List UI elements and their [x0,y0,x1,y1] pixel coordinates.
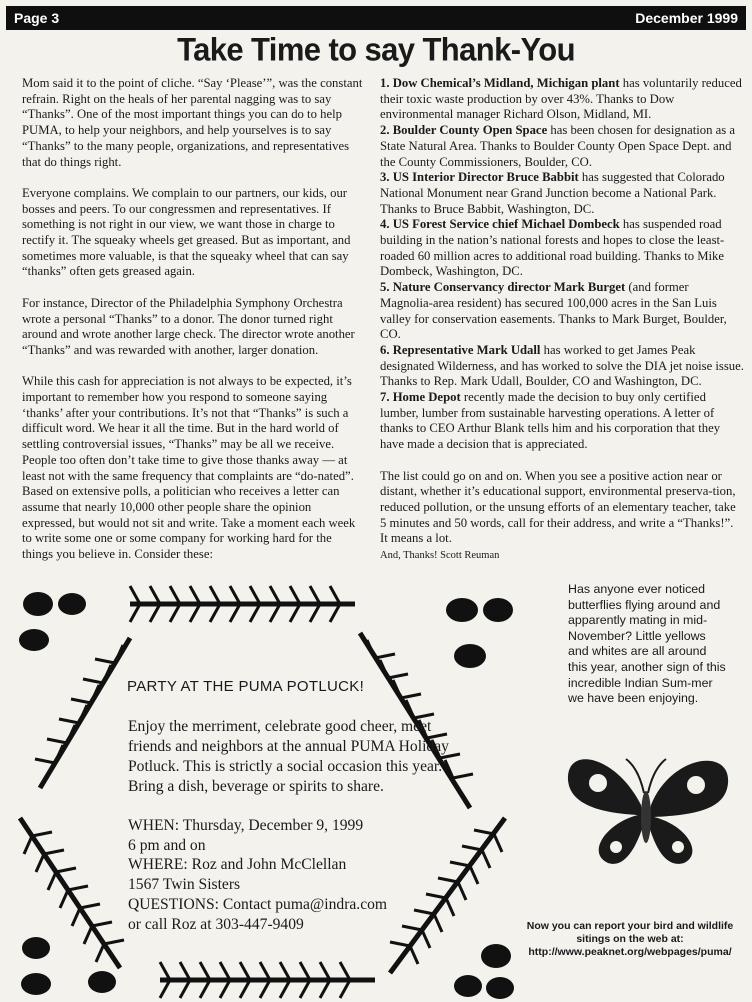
closing-paragraph: The list could go on and on. When you see a positive action near or distant, whether it’s educational support, environmental preserva-tion, reduced pollution, or the unsung efforts of an elementary teacher, take 5 minutes and 50 words, call for their address, and write a “Thanks!”. It means a lot. [380,468,736,546]
thanks-item: 2. Boulder County Open Space has been chosen for designation as a State Natural Area. Thanks to Boulder County Open Space Dept. and the County Commissioners, Boulder, CO. [380,123,735,169]
butterfly-icon [568,759,728,864]
party-description: Enjoy the merriment, celebrate good cheer, meet friends and neighbors at the annual PUMA Holiday Potluck. This is strictly a social occasion this year. Bring a dish, beverage or spirits to share. [128,718,449,795]
butterfly-illustration [546,735,746,875]
party-details [128,816,428,934]
article-title: Take Time to say Thank-You [177,30,575,69]
party-when: WHEN: Thursday, December 9, 1999 [128,817,364,834]
paragraph: Everyone complains. We complain to our partners, our kids, our bosses and peers. To our congressmen and representatives. If something is not right in our view, we want those in charge to rectify it. The squeaky wheels get greased. But as important, and sometimes more valuable, is that the squeaky wheel that can say “thanks” often gets greased again. [22,185,351,279]
paragraph: While this cash for appreciation is not always to be expected, it’s important to remember how you respond to someone saying ‘thanks’ after your contributions. It’s not that “Thanks” is such a difficult word. We hear it all the time. But in the hard world of settling controversial issues, “Thanks” may be all we receive. People too often don’t take time to give those thanks away — at least not with the same frequency that complaints are “do-nated”. Based on extensive polls, a politician who receives a letter can assume that nearly 10,000 other people share the opinion expressed, but would not sit and write. Take a moment each week to write some one or some company for working hard for the things you believe in. Consider these: [22,374,356,562]
page-header-bar [6,6,746,30]
thanks-item: 1. Dow Chemical’s Midland, Michigan plant has voluntarily reduced their toxic waste production by over 43%. Thanks to Dow environmental manager Richard Olson, Midland, MI. [380,76,742,122]
thanks-item: 3. US Interior Director Bruce Babbit has suggested that Colorado National Monument near Grand Junction become a National Park. Thanks to Bruce Babbit, Washington, DC. [380,170,725,216]
thanks-item: 7. Home Depot recently made the decision to buy only certified lumber, lumber from sustainable harvesting operations. A letter of thanks to CEO Arthur Blank tells him and his corporation that they have made a decision that is appreciated. [380,390,721,452]
party-address: 1567 Twin Sisters [128,876,241,894]
right-column [380,76,744,564]
issue-date: December 1999 [635,10,738,26]
thanks-item: 6. Representative Mark Udall has worked to get James Peak designated Wilderness, and has worked to solve the DIA jet noise issue. Thanks to Rep. Mark Udall, Boulder, CO and Washington, DC. [380,342,744,389]
party-title: PARTY AT THE PUMA POTLUCK! [127,678,365,695]
party-phone: or call Roz at 303-447-9409 [128,915,304,933]
butterfly-note: Has anyone ever noticed butterflies flying around and apparently mating in mid-November? Little yellows and whites are all around this year, another sign of this incredible Indian Sum-mer we have been enjoying. [568,582,726,706]
left-column [22,76,365,578]
party-where: WHERE: Roz and John McClellan [128,856,347,874]
thanks-item: 4. US Forest Service chief Michael Dombeck has suspended road building in the nation’s national forests and hopes to close the least-roaded 60 million acres to additional road building. Thanks to Mike Dombeck, Washington, DC. [380,217,725,279]
thanks-item: 5. Nature Conservancy director Mark Burget (and former Magnolia-area resident) has secured 100,000 acres in the San Luis valley for conservation easements. Thanks to Mark Burget, Boulder, CO. [380,280,727,342]
page-number: Page 3 [14,10,60,26]
wildlife-report-url: http://www.peaknet.org/webpages/puma/ [528,945,732,958]
party-contact: QUESTIONS: Contact puma@indra.com [128,895,388,913]
party-time: 6 pm and on [128,836,206,854]
paragraph: Mom said it to the point of cliche. “Say ‘Please’”, was the constant refrain. Right on the heals of her parental nagging was to say “Thanks”. One of the most important things you can do to help PUMA, to help your neighbors, and help yourselves is to say “Thanks” to the many people, organizations, and representatives that do things right. [22,76,363,169]
paragraph: For instance, Director of the Philadelphia Symphony Orchestra wrote a personal “Thanks” to a donor. The donor turned right around and wrote another large check. The director wrote another “Thanks” and was rewarded with another, larger donation. [22,295,355,357]
signature: And, Thanks! Scott Reuman [380,550,500,562]
wildlife-report-note: Now you can report your bird and wildlife sitings on the web at: http://www.peaknet.org/webpages/puma/ [510,920,750,958]
